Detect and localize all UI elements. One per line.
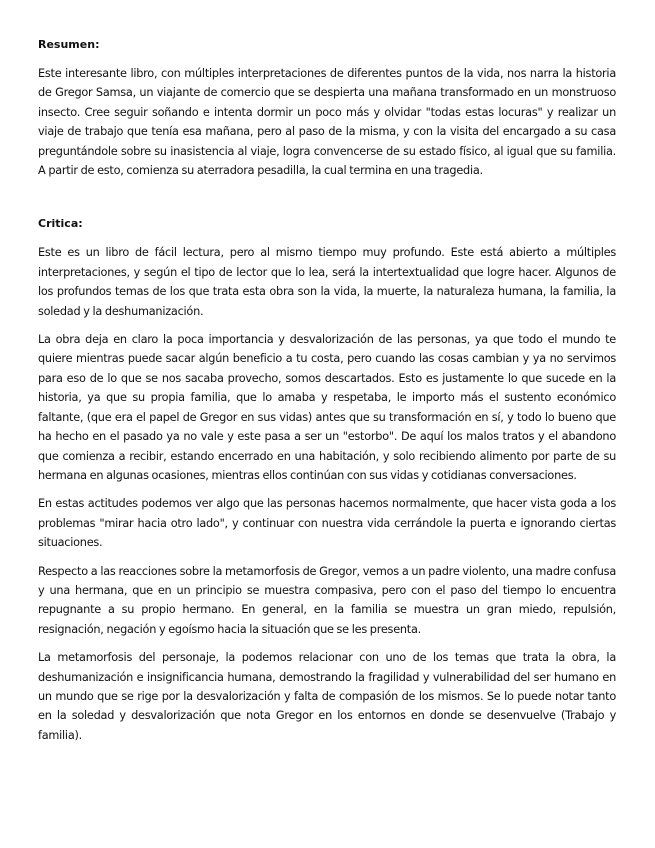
section-heading-critica: Critica: (38, 217, 83, 231)
paragraph-critica-5: La metamorfosis del personaje, la podemos relacionar con uno de los temas que trata la obra, la deshumanización e insignificancia humana, demostrando la fragilidad y vulnerabilidad del ser humano en un mundo que se rige por la desvalorización y falta de compasión de los mismos. Se lo puede notar tanto en la soledad y desvalorización que nota Gregor en los entornos en donde se desenvuelve (Trabajo y familia). (38, 651, 616, 742)
paragraph-resumen: Este interesante libro, con múltiples interpretaciones de diferentes puntos de la vida, nos narra la historia de Gregor Samsa, un viajante de comercio que se despierta una mañana transformado en un monstruoso insecto. Cree seguir soñando e intenta dormir un poco más y olvidar "todas estas locuras" y realizar un viaje de trabajo que tenía esa mañana, pero al paso de la misma, y con la visita del encargado a su casa preguntándole sobre su inasistencia al viaje, logra convencerse de su estado físico, al igual que su familia. A partir de esto, comienza su aterradora pesadilla, la cual termina en una tragedia. (38, 67, 616, 178)
document-page (38, 38, 616, 745)
paragraph-critica-1: Este es un libro de fácil lectura, pero al mismo tiempo muy profundo. Este está abierto a múltiples interpretaciones, y según el tipo de lector que lo lea, será la intertextualidad que logre hacer. Algunos de los profundos temas de los que trata esta obra son la vida, la muerte, la naturaleza humana, la familia, la soledad y la deshumanización. (38, 246, 616, 318)
section-heading-resumen: Resumen: (38, 38, 100, 51)
paragraph-critica-4: Respecto a las reacciones sobre la metamorfosis de Gregor, vemos a un padre violento, una madre confusa y una hermana, que en un principio se muestra compasiva, pero con el paso del tiempo lo encuentra repugnante a su propio hermano. En general, en la familia se muestra un gran miedo, repulsión, resignación, negación y egoísmo hacia la situación que se les presenta. (38, 564, 616, 636)
paragraph-critica-2: La obra deja en claro la poca importancia y desvalorización de las personas, ya que todo el mundo te quiere mientras puede sacar algún beneficio a tu costa, pero cuando las cosas cambian y ya no servimos para eso de lo que se nos sacaba provecho, somos descartados. Esto es justamente lo que sucede en la historia, ya que su propia familia, que lo amaba y respetaba, le importo más el sustento económico faltante, (que era el papel de Gregor en sus vidas) antes que su transformación en sí, y todo lo bueno que ha hecho en el pasado ya no vale y este pasa a ser un "estorbo". De aquí los malos tratos y el abandono que comienza a recibir, estando encerrado en una habitación, y solo recibiendo alimento por parte de su hermana en algunas ocasiones, mientras ellos continúan con sus vidas y cotidianas conversaciones. (38, 333, 616, 482)
paragraph-critica-3: En estas actitudes podemos ver algo que las personas hacemos normalmente, que hacer vista goda a los problemas "mirar hacia otro lado", y continuar con nuestra vida cerrándole la puerta e ignorando ciertas situaciones. (38, 497, 616, 550)
